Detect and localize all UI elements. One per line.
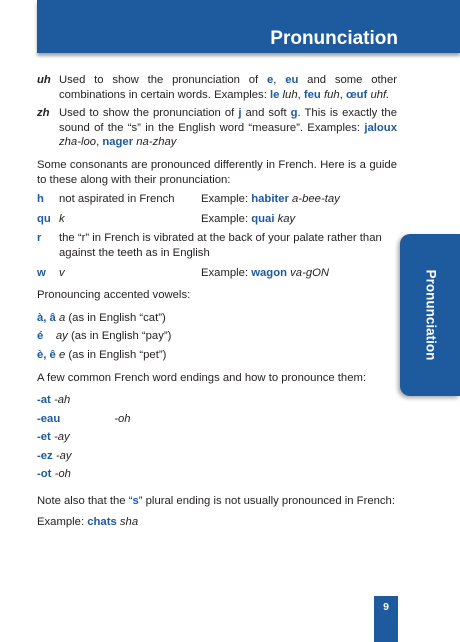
endings-list bbox=[37, 393, 397, 482]
ending-item bbox=[37, 393, 397, 408]
consonant-desc: the “r” in French is vibrated at the back of your palate rather than against the teeth as in English bbox=[59, 232, 382, 259]
vowels-list bbox=[37, 311, 397, 363]
example-pronunciation: na-zhay bbox=[136, 136, 177, 149]
vowel-item bbox=[37, 311, 397, 326]
consonant-example bbox=[201, 212, 397, 227]
example-pronunciation: a-bee-tay bbox=[292, 193, 340, 206]
vowel-note: (as in English “pay”) bbox=[70, 330, 172, 343]
example-pronunciation: uhf. bbox=[370, 88, 390, 101]
consonant-example bbox=[201, 266, 397, 281]
vowel-pronunciation: e bbox=[58, 348, 66, 361]
example-label: Example: bbox=[201, 193, 252, 206]
example-pronunciation: fuh bbox=[323, 88, 340, 101]
ending-word: -ez bbox=[37, 449, 53, 462]
definition-term: uh bbox=[37, 74, 51, 86]
side-tab bbox=[400, 234, 460, 396]
page-number-box bbox=[374, 596, 398, 642]
consonant-letter: h bbox=[37, 193, 44, 206]
consonant-desc: v bbox=[59, 266, 65, 279]
ending-pronunciation: -oh bbox=[54, 468, 71, 481]
ending-item bbox=[37, 412, 397, 427]
ending-item bbox=[37, 467, 397, 482]
consonant-row bbox=[37, 231, 397, 260]
consonants-intro: Some consonants are pronounced differently in French. Here is a guide to these along with their pronunciation: bbox=[37, 158, 397, 186]
example-word: chats bbox=[87, 515, 117, 528]
vowel-letter: è, ê bbox=[37, 348, 56, 361]
vowel-item bbox=[37, 348, 397, 363]
example-word: nager bbox=[102, 136, 134, 149]
consonant-letter: w bbox=[37, 266, 46, 279]
plural-example bbox=[37, 515, 397, 530]
example-pronunciation: kay bbox=[277, 212, 296, 225]
text: Used to show the pronunciation of bbox=[59, 74, 267, 86]
vowel-note: (as in English “pet”) bbox=[68, 348, 167, 361]
page-number: 9 bbox=[383, 601, 389, 613]
consonant-row bbox=[37, 192, 397, 207]
consonant-letter: r bbox=[37, 232, 42, 245]
consonant-letter: qu bbox=[37, 212, 51, 225]
text: Note also that the “ bbox=[37, 495, 133, 508]
ending-item bbox=[37, 449, 397, 464]
vowels-intro: Pronouncing accented vowels: bbox=[37, 289, 191, 302]
vowel-pronunciation: a bbox=[58, 311, 66, 324]
text: , bbox=[297, 88, 304, 101]
definition-zh bbox=[37, 106, 397, 150]
definition-term: zh bbox=[37, 107, 50, 120]
ending-pronunciation: -oh bbox=[114, 412, 131, 425]
text: and some other combinations in certain words. Examples: bbox=[59, 74, 398, 101]
highlight-letter: eu bbox=[285, 74, 299, 86]
vowel-item bbox=[37, 329, 397, 344]
consonant-example bbox=[201, 192, 397, 207]
highlight-letter: e bbox=[266, 74, 274, 86]
side-tab-label: Pronunciation bbox=[423, 269, 439, 361]
vowel-letter: é bbox=[37, 330, 44, 343]
consonant-row bbox=[37, 266, 397, 281]
consonant-row bbox=[37, 212, 397, 227]
text: , bbox=[273, 74, 286, 86]
vowel-pronunciation: ay bbox=[55, 330, 68, 343]
example-pronunciation: luh bbox=[282, 88, 298, 101]
example-word: quai bbox=[251, 212, 275, 225]
page-title: Pronunciation bbox=[270, 28, 398, 49]
highlight-letter: g bbox=[290, 107, 298, 120]
ending-item bbox=[37, 430, 397, 445]
page-header bbox=[37, 0, 460, 53]
ending-word: -ot bbox=[37, 468, 52, 481]
example-pronunciation: va-gON bbox=[290, 266, 330, 279]
definition-uh bbox=[37, 73, 397, 102]
highlight-letter: s bbox=[132, 495, 139, 508]
definition-text bbox=[59, 106, 397, 150]
consonant-desc: k bbox=[59, 212, 65, 225]
text: ” plural ending is not usually pronounced in French: bbox=[138, 495, 395, 508]
example-word: le bbox=[269, 88, 280, 101]
ending-word: -eau bbox=[37, 412, 61, 425]
page-content bbox=[37, 73, 397, 529]
example-label: Example: bbox=[201, 212, 252, 225]
vowel-note: (as in English “cat”) bbox=[68, 311, 166, 324]
example-label: Example: bbox=[37, 515, 88, 528]
example-pronunciation: zha-loo bbox=[59, 136, 97, 149]
example-word: habiter bbox=[251, 193, 289, 206]
text: . This is exactly the sound of the “s” in the English word “measure”. Examples: bbox=[59, 107, 397, 134]
example-word: feu bbox=[303, 88, 321, 101]
text: Used to show the pronunciation of bbox=[59, 107, 239, 120]
example-pronunciation: sha bbox=[119, 515, 139, 528]
example-word: wagon bbox=[251, 266, 288, 279]
ending-word: -at bbox=[37, 394, 51, 407]
text: , bbox=[339, 88, 346, 101]
example-word: jaloux bbox=[364, 121, 397, 134]
ending-pronunciation: -ay bbox=[53, 431, 70, 444]
example-word: œuf bbox=[345, 88, 368, 101]
definition-text bbox=[59, 73, 397, 102]
text: and soft bbox=[241, 107, 291, 120]
highlight-letter: j bbox=[238, 107, 242, 120]
vowel-letter: à, â bbox=[37, 311, 56, 324]
ending-pronunciation: -ah bbox=[53, 394, 71, 407]
ending-pronunciation: -ay bbox=[55, 449, 72, 462]
ending-word: -et bbox=[37, 431, 51, 444]
consonant-desc: not aspirated in French bbox=[59, 193, 175, 206]
plural-note bbox=[37, 494, 397, 509]
endings-intro: A few common French word endings and how to pronounce them: bbox=[37, 371, 367, 384]
text: , bbox=[96, 136, 103, 149]
example-label: Example: bbox=[201, 266, 252, 279]
